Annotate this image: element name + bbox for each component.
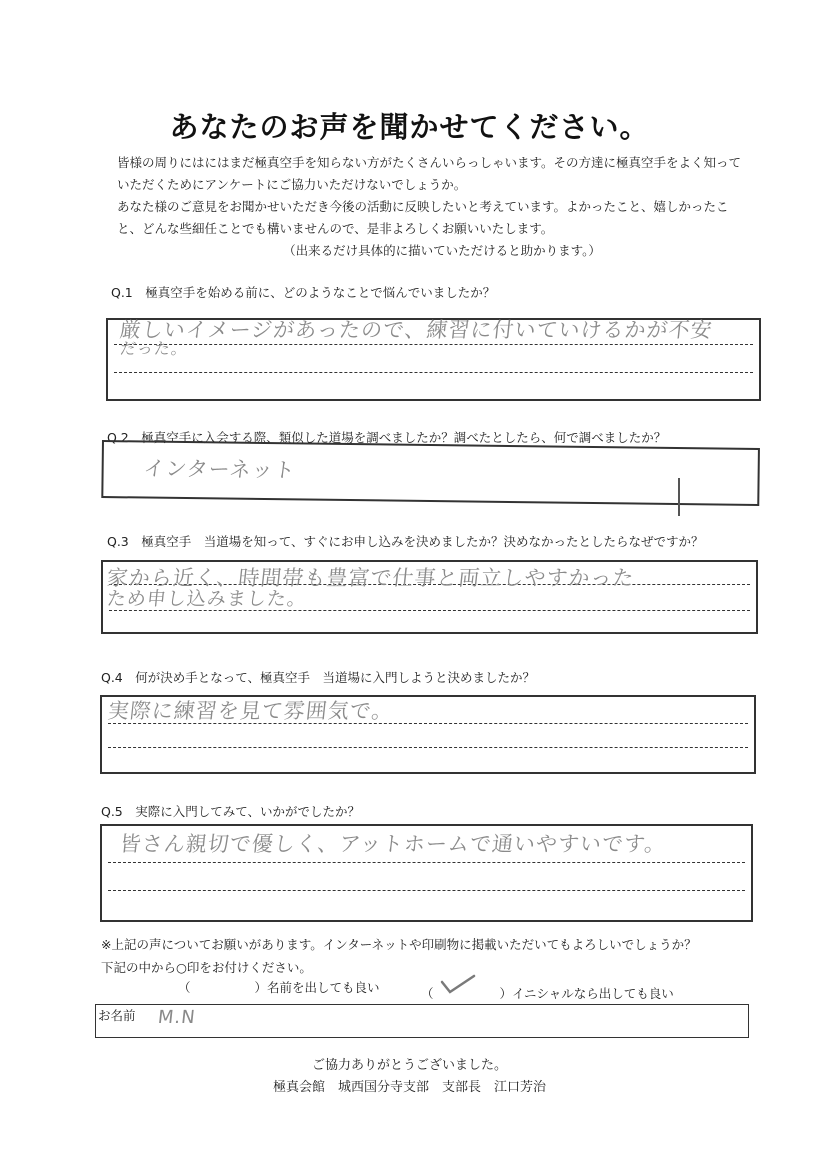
answer-box-4[interactable] <box>100 695 756 774</box>
intro-line: と、どんな些細任ことでも構いませんので、是非よろしくお願いいたします。 <box>117 221 554 236</box>
option-paren: （ <box>178 980 191 995</box>
answer-box-2[interactable] <box>101 440 760 506</box>
question-1-label: Q.1 極真空手を始める前に、どのようなことで悩んでいましたか？ <box>111 285 496 300</box>
name-label: お名前 <box>98 1008 136 1023</box>
name-field[interactable] <box>95 1004 749 1038</box>
pen-mark <box>678 478 680 516</box>
question-2-label: Q.2 極真空手に入会する際、類似した道場を調べましたか？調べたとしたら、何で調べましたか？ <box>107 430 667 445</box>
question-4-label: Q.4 何が決め手となって、極真空手 当道場に入門しようと決めましたか？ <box>101 670 536 685</box>
page-title: あなたのお声を聞かせてください。 <box>169 110 650 144</box>
intro-line: あなた様のご意見をお聞かせいただき今後の活動に反映したいと考えています。よかったこと、嬉しかったこ <box>117 199 729 214</box>
answer-text: 実際に練習を見て雰囲気で。 <box>106 699 395 723</box>
name-value: M.N <box>156 1007 197 1028</box>
answer-text: だった。 <box>118 339 189 358</box>
option-label: ）名前を出しても良い <box>254 980 380 995</box>
intro-text <box>117 152 767 262</box>
intro-line: （出来るだけ具体的に描いていただけると助かります。） <box>283 243 601 258</box>
answer-text: 厳しいイメージがあったので、練習に付いていけるかが不安 <box>118 318 714 342</box>
footer-organization: 極真会館 城西国分寺支部 支部長 江口芳治 <box>272 1080 546 1095</box>
answer-box-1[interactable] <box>106 318 761 401</box>
footer-thanks: ご協力ありがとうございました。 <box>311 1058 507 1073</box>
answer-box-3[interactable] <box>101 560 758 634</box>
intro-line: いただくためにアンケートにご協力いただけないでしょうか。 <box>117 177 467 192</box>
answer-text: 皆さん親切で優しく、アットホームで通いやすいです。 <box>118 832 668 856</box>
question-5-label: Q.5 実際に入門してみて、いかがでしたか？ <box>101 804 361 819</box>
check-mark-icon <box>438 972 478 998</box>
answer-text: ため申し込みました。 <box>105 588 309 610</box>
consent-option-name[interactable] <box>178 978 380 996</box>
option-paren: （ <box>421 986 434 1001</box>
option-label: ）イニシャルなら出しても良い <box>499 986 674 1001</box>
intro-line: 皆様の周りにはにはまだ極真空手を知らない方がたくさんいらっしゃいます。その方達に極真空手をよく知って <box>117 155 742 170</box>
consent-note: ※上記の声についてお願いがあります。インターネットや印刷物に掲載いただいてもよろしいでしょうか？ <box>101 937 697 952</box>
answer-box-5[interactable] <box>100 824 753 922</box>
answer-text: インターネット <box>142 456 298 483</box>
answer-text: 家から近く、時間帯も豊富で仕事と両立しやすかった <box>105 566 636 590</box>
question-3-label: Q.3 極真空手 当道場を知って、すぐにお申し込みを決めましたか？決めなかったとしたらなぜですか？ <box>107 534 704 549</box>
consent-instruction: 下記の中から○印をお付けください。 <box>101 960 312 975</box>
